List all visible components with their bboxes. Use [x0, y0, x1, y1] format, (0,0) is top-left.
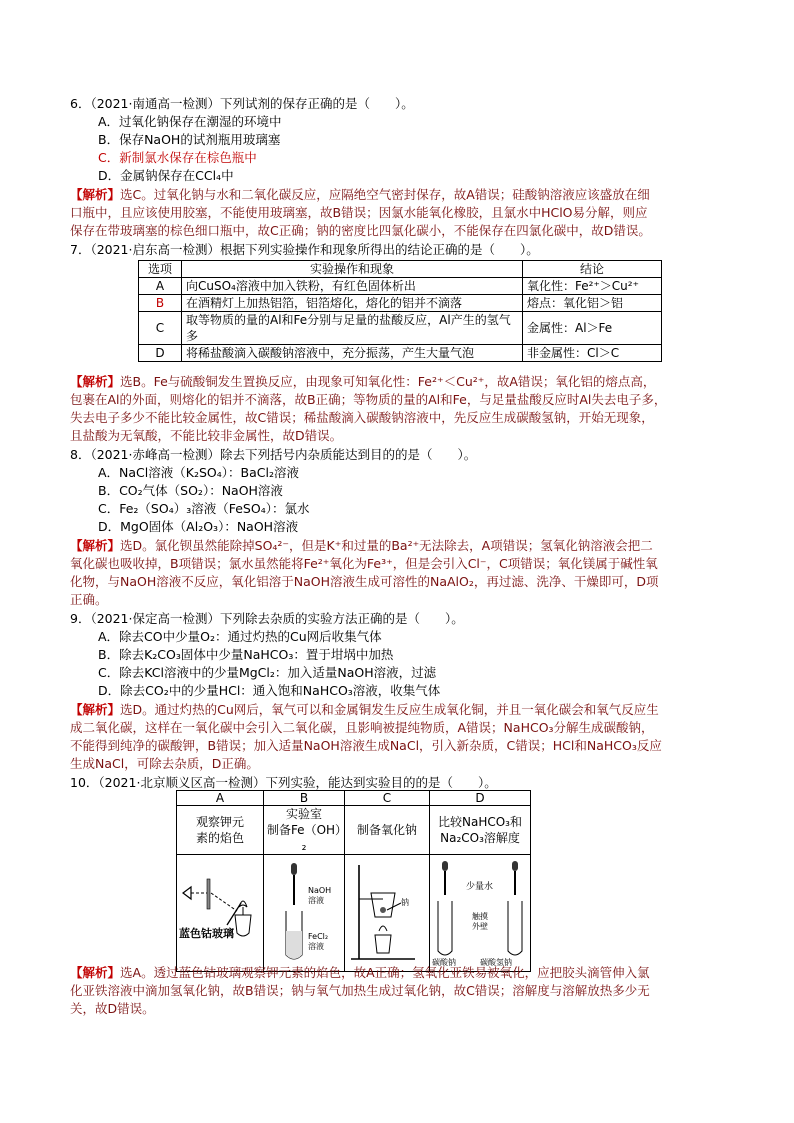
q10-explanation-line: 关，故D错误。 [70, 1001, 155, 1016]
svg-text:溶液: 溶液 [308, 942, 324, 951]
col-title: 制备氧化钠 [345, 806, 430, 855]
q9-option-c: C．除去KCl溶液中的少量MgCl₂：加入适量NaOH溶液，过滤 [98, 665, 437, 680]
svg-text:外壁: 外壁 [472, 922, 488, 931]
title-row [177, 806, 531, 855]
table-row [139, 345, 662, 362]
solubility-figure [430, 855, 531, 972]
q10-figure-table [176, 790, 531, 972]
figure-label: 蓝色钴玻璃 [179, 927, 234, 940]
alcohol-lamp-icon [235, 915, 251, 936]
table-cell: D [139, 345, 182, 362]
q8-explanation-line: 氧化碳也吸收掉，B项错误；氯水虽然能将Fe²⁺氧化为Fe³⁺，但是会引入Cl⁻，C项错误；氧化镁属于碱性氧 [70, 556, 658, 571]
solubility-illustration [430, 855, 530, 968]
table-header-cell: 结论 [523, 261, 662, 278]
q10-explanation-line: 【解析】选A。透过蓝色钴玻璃观察钾元素的焰色，故A正确；氢氧化亚铁易被氧化，应把胶头滴管伸入氯 [70, 965, 650, 980]
q6-option-a: A．过氧化钠保存在潮湿的环境中 [98, 114, 282, 129]
col-title: 实验室 制备Fe（OH）₂ [264, 806, 345, 855]
q6-stem: 6．（2021·南通高一检测）下列试剂的保存正确的是（ ）。 [70, 96, 414, 111]
table-cell: C [139, 312, 182, 345]
letter-row [177, 791, 531, 806]
flame-test-figure [177, 855, 264, 972]
q7-table [138, 260, 662, 362]
q9-option-b: B．除去K₂CO₃固体中少量NaHCO₃：置于坩埚中加热 [98, 647, 394, 662]
svg-text:钠: 钠 [401, 898, 409, 907]
table-cell: 氧化性：Fe²⁺＞Cu²⁺ [523, 278, 662, 295]
table-cell: 取等物质的量的Al和Fe分别与足量的盐酸反应，Al产生的氢气多 [182, 312, 523, 345]
analysis-tag: 【解析】 [70, 187, 121, 202]
feoh2-illustration [264, 855, 344, 968]
q9-explanation-line: 【解析】选D。通过灼热的Cu网后，氧气可以和金属铜发生反应生成氧化铜，并且一氧化碳会和氧气反应生 [70, 702, 659, 717]
col-letter: C [345, 791, 430, 806]
sodium-oxide-illustration [345, 855, 429, 968]
image-row [177, 855, 531, 972]
q10-stem: 10．（2021·北京顺义区高一检测）下列实验，能达到实验目的的是（ ）。 [70, 775, 497, 790]
table-cell: 金属性：Al＞Fe [523, 312, 662, 345]
q6-option-c: C．新制氯水保存在棕色瓶中 [98, 150, 257, 165]
q8-option-a: A．NaCl溶液（K₂SO₄）：BaCl₂溶液 [98, 465, 299, 480]
table-header-cell: 选项 [139, 261, 182, 278]
q7-explanation-line: 失去电子多少不能比较金属性，故C错误；稀盐酸滴入碳酸钠溶液中，先反应生成碳酸氢钠，开始无现象， [70, 410, 654, 425]
svg-text:碳酸氢钠: 碳酸氢钠 [480, 958, 512, 967]
svg-text:NaOH: NaOH [308, 886, 332, 895]
eye-icon [183, 887, 191, 899]
analysis-tag: 【解析】 [70, 702, 121, 717]
q9-option-d: D．除去CO₂中的少量HCl：通入饱和NaHCO₃溶液，收集气体 [98, 683, 441, 698]
table-row [139, 295, 662, 312]
q9-explanation-line: 不能得到纯净的碳酸钾，B错误；加入适量NaOH溶液生成NaCl，引入新杂质，C错误；HCl和NaHCO₃反应 [70, 738, 662, 753]
table-header-row [139, 261, 662, 278]
feoh2-figure [264, 855, 345, 972]
svg-text:碳酸钠: 碳酸钠 [432, 958, 456, 967]
table-cell: 非金属性：Cl＞C [523, 345, 662, 362]
q7-explanation-line: 【解析】选B。Fe与硫酸铜发生置换反应，由现象可知氧化性：Fe²⁺＜Cu²⁺，故A错误；氧化铝的熔点高， [70, 374, 656, 389]
q8-option-b: B．CO₂气体（SO₂）：NaOH溶液 [98, 483, 283, 498]
q7-explanation-line: 包裹在Al的外面，则熔化的铝并不滴落，故B正确；等物质的量的Al和Fe，与足量盐酸反应时Al失去电子多， [70, 392, 667, 407]
col-title: 比较NaHCO₃和 Na₂CO₃溶解度 [430, 806, 531, 855]
table-cell: 熔点：氧化铝＞铝 [523, 295, 662, 312]
q8-explanation-line: 【解析】选D。氯化钡虽然能除掉SO₄²⁻，但是K⁺和过量的Ba²⁺无法除去，A项错误；氢氧化钠溶液会把二 [70, 538, 653, 553]
q6-explanation-line: 保存在带玻璃塞的棕色细口瓶中，故C正确；钠的密度比四氯化碳小，不能保存在四氯化碳中，故D错误。 [70, 223, 651, 238]
q6-option-b: B．保存NaOH的试剂瓶用玻璃塞 [98, 132, 281, 147]
col-letter: A [177, 791, 264, 806]
analysis-tag: 【解析】 [70, 965, 121, 980]
q8-option-c: C．Fe₂（SO₄）₃溶液（FeSO₄）：氯水 [98, 501, 310, 516]
sodium-oxide-figure [345, 855, 430, 972]
test-tube-icon [438, 901, 452, 955]
test-tube-icon [508, 901, 522, 955]
table-row [139, 278, 662, 295]
q8-explanation-line: 化物，与NaOH溶液不反应，氧化铝溶于NaOH溶液生成可溶性的NaAlO₂，再过滤、洗净、干燥即可，D项 [70, 574, 659, 589]
dropper-bulb-icon [291, 863, 297, 875]
col-letter: B [264, 791, 345, 806]
table-header-cell: 实验操作和现象 [182, 261, 523, 278]
analysis-tag: 【解析】 [70, 538, 121, 553]
col-title: 观察钾元 素的焰色 [177, 806, 264, 855]
col-letter: D [430, 791, 531, 806]
q9-explanation-line: 生成NaCl，可除去杂质，D正确。 [70, 756, 259, 771]
svg-text:少量水: 少量水 [466, 882, 494, 892]
q9-stem: 9．（2021·保定高一检测）下列除去杂质的实验方法正确的是（ ）。 [70, 611, 464, 626]
q6-explanation-line: 口瓶中，且应该使用胶塞，不能使用玻璃塞，故B错误；因氯水能氧化橡胶，且氯水中HClO易分解，则应 [70, 205, 648, 220]
flame-test-illustration [177, 855, 263, 968]
q6-explanation-line: 【解析】选C。过氧化钠与水和二氧化碳反应，应隔绝空气密封保存，故A错误；硅酸钠溶液应该盛放在细 [70, 187, 650, 202]
svg-text:触摸: 触摸 [472, 912, 488, 921]
table-row [139, 312, 662, 345]
table-cell: A [139, 278, 182, 295]
q10-explanation-line: 化亚铁溶液中滴加氢氧化钠，故B错误；钠与氧气加热生成过氧化钠，故C错误；溶解度与溶解放热多少无 [70, 983, 650, 998]
table-cell: B [139, 295, 182, 312]
q8-option-d: D．MgO固体（Al₂O₃）：NaOH溶液 [98, 519, 299, 534]
q8-stem: 8．（2021·赤峰高一检测）除去下列括号内杂质能达到目的的是（ ）。 [70, 447, 477, 462]
q9-option-a: A．除去CO中少量O₂：通过灼热的Cu网后收集气体 [98, 629, 382, 644]
q8-explanation-line: 正确。 [70, 592, 108, 607]
analysis-tag: 【解析】 [70, 374, 121, 389]
svg-text:溶液: 溶液 [308, 896, 324, 905]
svg-text:FeCl₂: FeCl₂ [308, 932, 329, 941]
table-cell: 将稀盐酸滴入碳酸钠溶液中，充分振荡，产生大量气泡 [182, 345, 523, 362]
table-cell: 向CuSO₄溶液中加入铁粉，有红色固体析出 [182, 278, 523, 295]
q9-explanation-line: 成二氧化碳，这样在一氧化碳中会引入二氧化碳，且影响被提纯物质，A错误；NaHCO₃分解生成碳酸钠， [70, 720, 654, 735]
q7-stem: 7．（2021·启东高一检测）根据下列实验操作和现象所得出的结论正确的是（ ）。 [70, 242, 539, 257]
q7-explanation-line: 且盐酸为无氧酸，不能比较非金属性，故D错误。 [70, 428, 343, 443]
q6-option-d: D．金属钠保存在CCl₄中 [98, 168, 234, 183]
cobalt-glass-icon [207, 879, 210, 909]
beaker-icon [371, 893, 395, 917]
alcohol-lamp-icon [375, 935, 391, 953]
table-cell: 在酒精灯上加热铝箔，铝箔熔化，熔化的铝并不滴落 [182, 295, 523, 312]
